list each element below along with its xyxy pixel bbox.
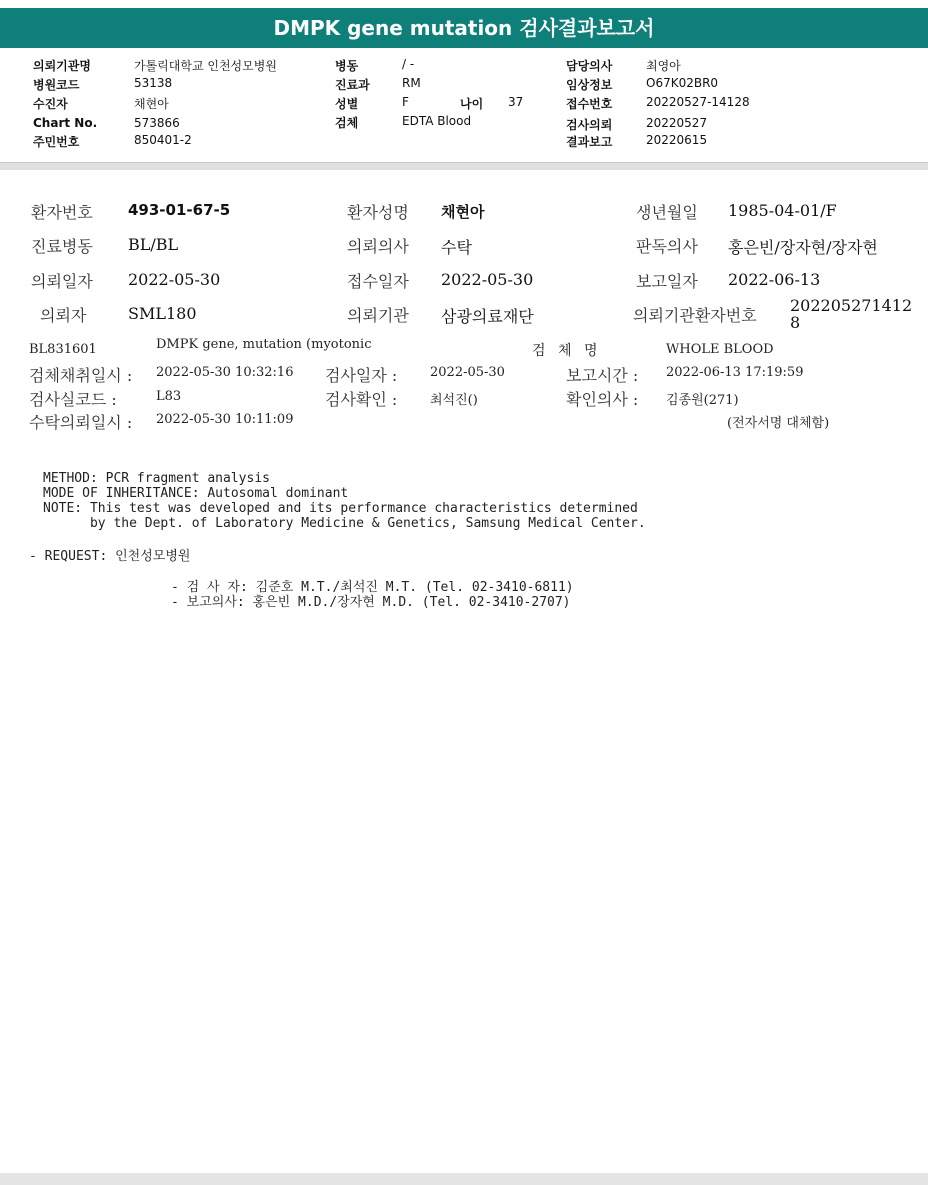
value-examinee: 채현아 bbox=[134, 97, 169, 111]
label-requesting-org: 의뢰기관명 bbox=[33, 59, 91, 73]
value-institution-patient-no-line2: 8 bbox=[790, 313, 801, 332]
request-line: - REQUEST: 인천성모병원 bbox=[29, 549, 191, 564]
value-hospital-code: 53138 bbox=[134, 76, 173, 90]
label-department: 진료과 bbox=[335, 78, 370, 92]
label-requesting-institution: 의뢰기관 bbox=[347, 306, 409, 325]
value-birth-date: 1985-04-01/F bbox=[728, 201, 837, 220]
note-line-1: NOTE: This test was developed and its performance characteristics determined bbox=[43, 501, 638, 516]
label-requester: 의뢰자 bbox=[40, 306, 87, 325]
value-specimen: EDTA Blood bbox=[402, 114, 472, 128]
label-result-report: 결과보고 bbox=[566, 135, 613, 149]
value-collection-datetime: 2022-05-30 10:32:16 bbox=[156, 365, 294, 380]
value-clinical-info: O67K02BR0 bbox=[646, 76, 719, 90]
value-confirm-doctor: 김종원(271) bbox=[666, 393, 739, 408]
label-collection-datetime: 검체채취일시 : bbox=[29, 366, 133, 385]
test-name: DMPK gene, mutation (myotonic bbox=[156, 337, 372, 352]
value-requesting-institution: 삼광의료재단 bbox=[441, 307, 534, 326]
value-sex: F bbox=[402, 95, 409, 109]
esign-notice: (전자서명 대체함) bbox=[727, 416, 830, 431]
header-divider bbox=[0, 162, 928, 170]
value-patient-name: 채현아 bbox=[441, 203, 485, 221]
value-age: 37 bbox=[508, 95, 524, 109]
value-report-time: 2022-06-13 17:19:59 bbox=[666, 365, 804, 380]
value-requesting-org: 가톨릭대학교 인천성모병원 bbox=[134, 59, 277, 73]
value-department: RM bbox=[402, 76, 421, 90]
reporter-line: - 보고의사: 홍은빈 M.D./장자현 M.D. (Tel. 02-3410-2707) bbox=[171, 595, 571, 610]
label-patient-no: 환자번호 bbox=[31, 203, 93, 222]
value-requester: SML180 bbox=[128, 304, 197, 323]
value-report-date: 2022-06-13 bbox=[728, 270, 821, 289]
value-lab-code: L83 bbox=[156, 389, 182, 404]
label-specimen: 검체 bbox=[335, 116, 359, 130]
label-specimen-name: 검 체 명 bbox=[532, 343, 598, 359]
label-attending-doctor: 담당의사 bbox=[566, 59, 613, 73]
value-requesting-doctor: 수탁 bbox=[441, 238, 472, 257]
report-title: DMPK gene mutation 검사결과보고서 bbox=[273, 16, 655, 40]
tester-line: - 검 사 자: 김준호 M.T./최석진 M.T. (Tel. 02-3410-6811) bbox=[171, 580, 574, 595]
value-request-date: 2022-05-30 bbox=[128, 270, 221, 289]
label-hospital-code: 병원코드 bbox=[33, 78, 80, 92]
label-patient-name: 환자성명 bbox=[347, 203, 409, 222]
label-chart-no: Chart No. bbox=[33, 116, 98, 130]
label-test-date: 검사일자 : bbox=[325, 366, 398, 385]
label-request-date: 의뢰일자 bbox=[31, 272, 93, 291]
label-test-request: 검사의뢰 bbox=[566, 118, 613, 132]
method-line: METHOD: PCR fragment analysis bbox=[43, 471, 270, 486]
inheritance-line: MODE OF INHERITANCE: Autosomal dominant bbox=[43, 486, 349, 501]
value-attending-doctor: 최영아 bbox=[646, 59, 681, 73]
value-test-date: 2022-05-30 bbox=[430, 365, 505, 380]
value-test-request: 20220527 bbox=[646, 116, 708, 130]
value-receipt-date: 2022-05-30 bbox=[441, 270, 534, 289]
note-line-2: by the Dept. of Laboratory Medicine & Genetics, Samsung Medical Center. bbox=[43, 516, 646, 531]
label-report-date: 보고일자 bbox=[636, 272, 698, 291]
value-result-report: 20220615 bbox=[646, 133, 708, 147]
label-receipt-no: 접수번호 bbox=[566, 97, 613, 111]
value-reading-doctor: 홍은빈/장자현/장자현 bbox=[728, 238, 878, 257]
value-outsource-datetime: 2022-05-30 10:11:09 bbox=[156, 412, 294, 427]
label-requesting-doctor: 의뢰의사 bbox=[347, 237, 409, 256]
value-receipt-no: 20220527-14128 bbox=[646, 95, 750, 109]
value-patient-no: 493-01-67-5 bbox=[128, 201, 231, 219]
value-specimen-name: WHOLE BLOOD bbox=[666, 342, 774, 357]
value-institution-patient-no-line1: 202205271412 bbox=[790, 296, 913, 315]
report-title-bar bbox=[0, 8, 928, 48]
label-test-confirm: 검사확인 : bbox=[325, 390, 398, 409]
label-resident-no: 주민번호 bbox=[33, 135, 80, 149]
value-test-confirm: 최석진() bbox=[430, 393, 478, 408]
value-resident-no: 850401-2 bbox=[134, 133, 192, 147]
label-report-time: 보고시간 : bbox=[566, 366, 639, 385]
label-confirm-doctor: 확인의사 : bbox=[566, 390, 639, 409]
label-clinical-info: 임상정보 bbox=[566, 78, 613, 92]
label-ward-detail: 진료병동 bbox=[31, 237, 93, 256]
label-sex: 성별 bbox=[335, 97, 359, 111]
test-code: BL831601 bbox=[29, 342, 97, 357]
bottom-bar bbox=[0, 1173, 928, 1185]
label-reading-doctor: 판독의사 bbox=[636, 237, 698, 256]
label-receipt-date: 접수일자 bbox=[347, 272, 409, 291]
label-outsource-datetime: 수탁의뢰일시 : bbox=[29, 413, 133, 432]
label-examinee: 수진자 bbox=[33, 97, 68, 111]
value-chart-no: 573866 bbox=[134, 116, 180, 130]
label-age: 나이 bbox=[460, 97, 484, 111]
value-ward: / - bbox=[402, 57, 415, 71]
value-ward-detail: BL/BL bbox=[128, 235, 179, 254]
label-lab-code: 검사실코드 : bbox=[29, 390, 117, 409]
label-birth-date: 생년월일 bbox=[636, 203, 698, 222]
label-institution-patient-no: 의뢰기관환자번호 bbox=[633, 306, 757, 325]
label-ward: 병동 bbox=[335, 59, 359, 73]
